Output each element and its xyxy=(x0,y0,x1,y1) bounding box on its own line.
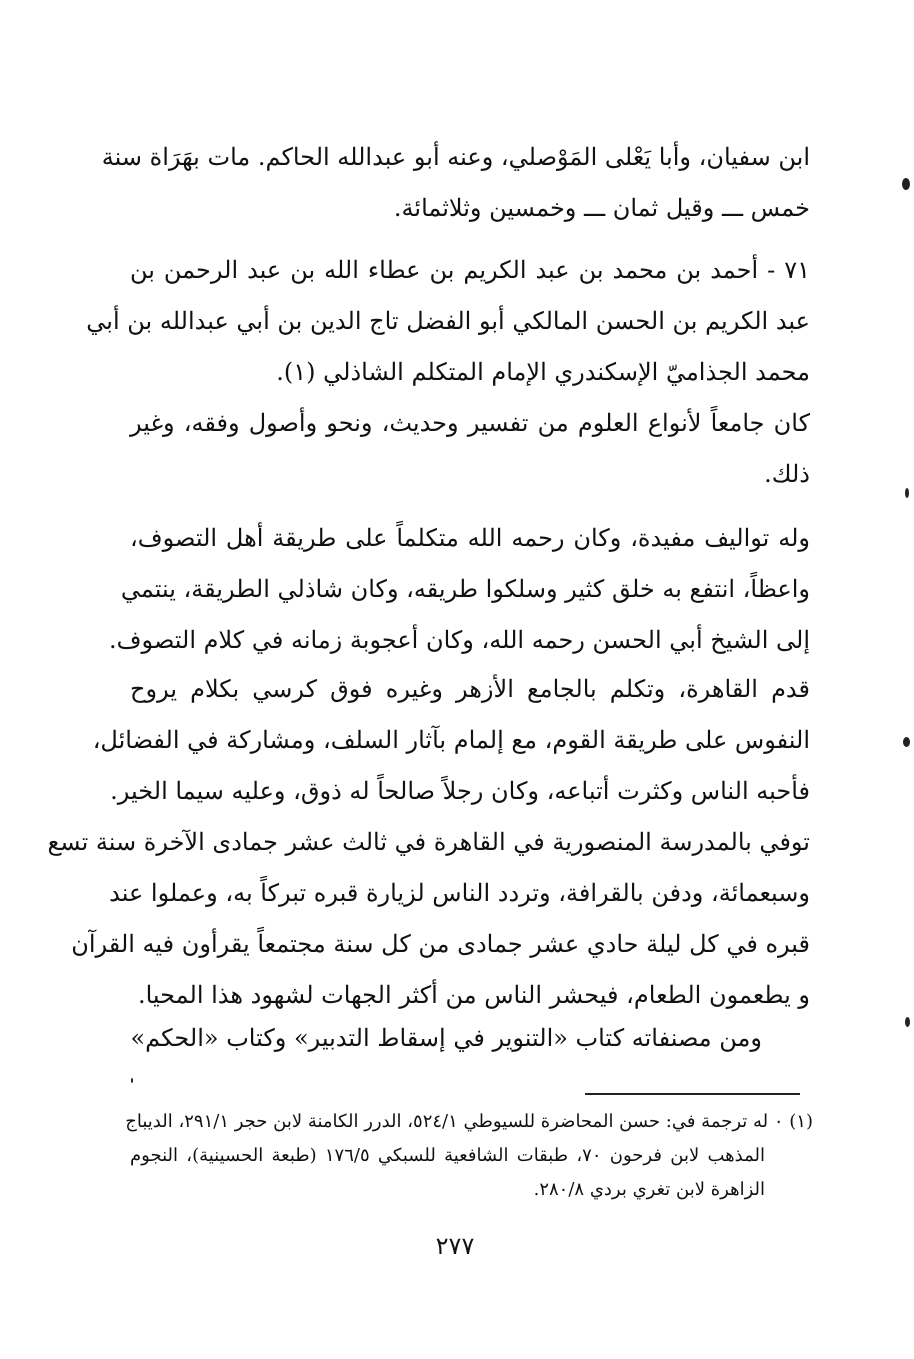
text-line: توفي بالمدرسة المنصورية في القاهرة في ثالث عشر جمادى الآخرة سنة تسع xyxy=(47,828,810,856)
text-line: فأحبه الناس وكثرت أتباعه، وكان رجلاً صالحاً له ذوق، وعليه سيما الخير. xyxy=(110,777,810,805)
margin-mark xyxy=(905,488,909,498)
text-line: ومن مصنفاته كتاب «التنوير في إسقاط التدبير» وكتاب «الحكم» xyxy=(130,1024,762,1052)
text-line: محمد الجذاميّ الإسكندري الإمام المتكلم الشاذلي (١). xyxy=(276,358,810,386)
paragraph xyxy=(92,664,810,817)
paragraph xyxy=(101,132,810,234)
text-line: وله تواليف مفيدة، وكان رحمه الله متكلماً على طريقة أهل التصوف، xyxy=(130,524,810,552)
text-line: ابن سفيان، وأبا يَعْلى المَوْصلي، وعنه أبو عبدالله الحاكم. مات بهَرَاة سنة xyxy=(101,143,810,171)
margin-mark xyxy=(902,178,910,190)
margin-mark xyxy=(131,1078,133,1083)
text-line: و يطعمون الطعام، فيحشر الناس من أكثر الجهات لشهود هذا المحيا. xyxy=(137,981,810,1009)
entry-heading xyxy=(86,245,810,398)
text-line: إلى الشيخ أبي الحسن رحمه الله، وكان أعجوبة زمانه في كلام التصوف. xyxy=(109,626,810,654)
margin-mark xyxy=(903,737,910,747)
footnote-line: المذهب لابن فرحون ٧٠، طبقات الشافعية للسبكي ١٧٦/٥ (طبعة الحسينية)، النجوم xyxy=(130,1145,766,1166)
paragraph xyxy=(130,398,810,500)
paragraph xyxy=(47,817,810,1021)
text-line: قدم القاهرة، وتكلم بالجامع الأزهر وغيره فوق كرسي بكلام يروح xyxy=(130,675,810,703)
footnote-line: الزاهرة لابن تغري بردي ٢٨٠/٨. xyxy=(533,1179,765,1200)
text-line: واعظاً، انتفع به خلق كثير وسلكوا طريقه، وكان شاذلي الطريقة، ينتمي xyxy=(120,575,810,603)
footnote-divider xyxy=(585,1093,800,1095)
footnote-line: (١) ٠ له ترجمة في: حسن المحاضرة للسيوطي ٥٢٤/١، الدرر الكامنة لابن حجر ٢٩١/١، الديباج xyxy=(125,1111,813,1132)
page-number: ٢٧٧ xyxy=(435,1232,475,1260)
text-line: خمس ـــ وقيل ثمان ـــ وخمسين وثلاثمائة. xyxy=(393,194,810,222)
text-line: النفوس على طريقة القوم، مع إلمام بآثار السلف، ومشاركة في الفضائل، xyxy=(92,726,810,754)
text-line: وسبعمائة، ودفن بالقرافة، وتردد الناس لزيارة قبره تبركاً به، وعملوا عند xyxy=(109,879,810,907)
text-line: عبد الكريم بن الحسن المالكي أبو الفضل تاج الدين بن أبي عبدالله بن أبي xyxy=(86,307,810,335)
text-line: ٧١ - أحمد بن محمد بن عبد الكريم بن عطاء الله بن عبد الرحمن بن xyxy=(130,256,810,284)
margin-mark xyxy=(905,1017,910,1027)
paragraph xyxy=(109,513,810,666)
text-line: ذلك. xyxy=(764,460,810,488)
paragraph xyxy=(130,1013,810,1064)
footnotes xyxy=(125,1105,813,1207)
text-line: قبره في كل ليلة حادي عشر جمادى من كل سنة مجتمعاً يقرأون فيه القرآن xyxy=(71,930,810,958)
text-line: كان جامعاً لأنواع العلوم من تفسير وحديث، ونحو وأصول وفقه، وغير xyxy=(130,409,810,437)
